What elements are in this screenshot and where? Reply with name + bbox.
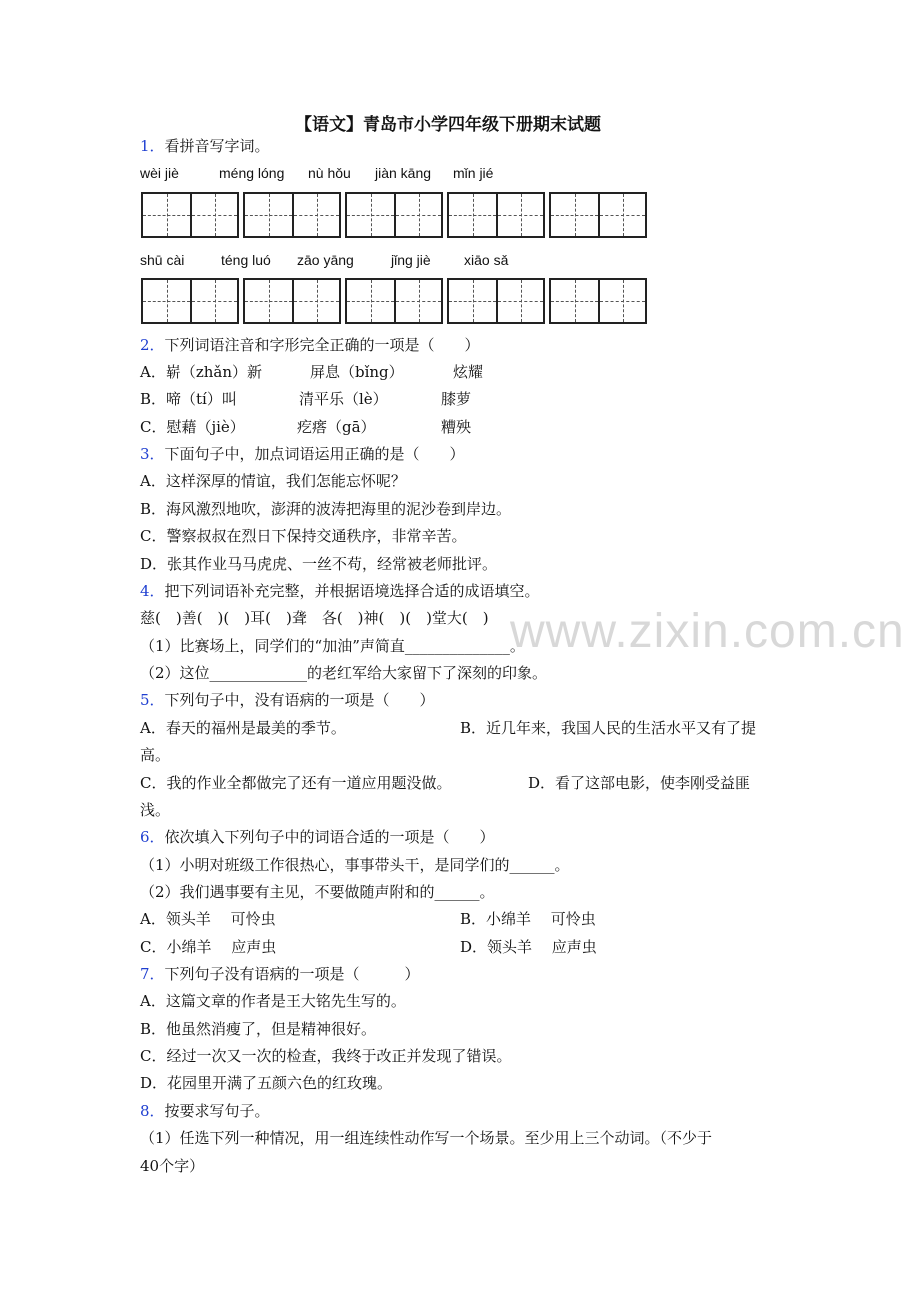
pinyin-label: mǐn jié — [453, 165, 494, 181]
option-d: D．花园里开满了五颜六色的红玫瑰。 — [140, 1074, 393, 1092]
character-box[interactable] — [549, 278, 647, 324]
question-number: 7． — [140, 965, 165, 983]
sentence-2: （2）我们遇事要有主见，不要做随声附和的______。 — [140, 883, 495, 901]
sentence-2: （2）这位_____________的老红军给大家留下了深刻的印象。 — [140, 664, 548, 682]
idiom-blanks: 慈( )善( )( )耳( )聋 各( )神( )( )堂大( ) — [140, 609, 489, 627]
option-d-cont: 浅。 — [140, 801, 171, 819]
pinyin-label: nù hǒu — [308, 165, 351, 181]
question-7 — [140, 964, 420, 984]
question-text: 把下列词语补充完整，并根据语境选择合适的成语填空。 — [164, 582, 540, 600]
option-d: D．领头羊 应声虫 — [460, 938, 597, 956]
option-a-word: 屏息（bǐng） — [310, 363, 404, 381]
question-4 — [140, 581, 540, 601]
character-box[interactable] — [345, 192, 443, 238]
character-box[interactable] — [447, 192, 545, 238]
option-c: C．小绵羊 应声虫 — [140, 938, 277, 956]
option-c: C．经过一次又一次的检查，我终于改正并发现了错误。 — [140, 1047, 512, 1065]
character-box[interactable] — [549, 192, 647, 238]
option-a-word: 炫耀 — [453, 363, 484, 381]
question-number: 4． — [140, 582, 165, 600]
question-text: 看拼音写字词。 — [164, 137, 270, 155]
pinyin-label: shū cài — [140, 252, 185, 268]
pinyin-label: zāo yāng — [297, 252, 354, 268]
question-1 — [140, 136, 270, 156]
option-b-word: 清平乐（lè） — [299, 390, 388, 408]
pinyin-label: xiāo sǎ — [464, 252, 509, 268]
option-d: D．张其作业马马虎虎、一丝不苟，经常被老师批评。 — [140, 555, 498, 573]
character-box[interactable] — [243, 192, 341, 238]
sentence-1: （1）比赛场上，同学们的“加油”声简直______________。 — [140, 637, 525, 655]
option-b: B．近几年来，我国人民的生活水平又有了提 — [460, 719, 757, 737]
pinyin-label: méng lóng — [219, 165, 285, 181]
character-box[interactable] — [141, 278, 239, 324]
pinyin-label: téng luó — [221, 252, 271, 268]
pinyin-label: jǐng jiè — [391, 252, 431, 268]
option-c-word: 糟殃 — [441, 418, 472, 436]
question-2 — [140, 335, 480, 355]
character-box[interactable] — [345, 278, 443, 324]
page-title: 【语文】青岛市小学四年级下册期末试题 — [295, 115, 601, 135]
sentence-1-cont: 40个字） — [140, 1157, 205, 1175]
option-a: A．崭（zhǎn）新 — [140, 363, 263, 381]
option-d: D．看了这部电影，使李刚受益匪 — [528, 774, 751, 792]
question-text: 下列句子中，没有语病的一项是（ ） — [164, 691, 435, 709]
question-number: 6． — [140, 828, 165, 846]
option-c-word: 疙瘩（gā） — [297, 418, 376, 436]
option-b-word: 膝萝 — [441, 390, 472, 408]
question-number: 3． — [140, 445, 165, 463]
option-a: A．这样深厚的情谊，我们怎能忘怀呢？ — [140, 472, 406, 490]
option-a: A．春天的福州是最美的季节。 — [140, 719, 346, 737]
option-b: B．啼（tí）叫 — [140, 390, 237, 408]
question-number: 2． — [140, 336, 165, 354]
option-b: B．他虽然消瘦了，但是精神很好。 — [140, 1020, 377, 1038]
question-text: 下列词语注音和字形完全正确的一项是（ ） — [164, 336, 480, 354]
question-number: 1． — [140, 137, 165, 155]
question-text: 按要求写句子。 — [164, 1102, 270, 1120]
pinyin-label: jiàn kāng — [375, 165, 432, 181]
option-c: C．慰藉（jiè） — [140, 418, 245, 436]
question-3 — [140, 444, 465, 464]
question-5 — [140, 690, 435, 710]
question-text: 依次填入下列句子中的词语合适的一项是（ ） — [164, 828, 495, 846]
question-8 — [140, 1101, 270, 1121]
option-b: B．海风激烈地吹，澎湃的波涛把海里的泥沙卷到岸边。 — [140, 500, 512, 518]
question-number: 5． — [140, 691, 165, 709]
option-c: C．警察叔叔在烈日下保持交通秩序，非常辛苦。 — [140, 527, 467, 545]
option-a: A．领头羊 可怜虫 — [140, 910, 276, 928]
option-b-cont: 高。 — [140, 746, 171, 764]
question-text: 下面句子中，加点词语运用正确的是（ ） — [164, 445, 465, 463]
option-a: A．这篇文章的作者是王大铭先生写的。 — [140, 992, 406, 1010]
question-6 — [140, 827, 495, 847]
option-c: C．我的作业全都做完了还有一道应用题没做。 — [140, 774, 452, 792]
question-text: 下列句子没有语病的一项是（ ） — [164, 965, 420, 983]
character-box[interactable] — [447, 278, 545, 324]
character-box[interactable] — [243, 278, 341, 324]
option-b: B．小绵羊 可怜虫 — [460, 910, 596, 928]
watermark: www.zixin.com.cn — [510, 605, 905, 658]
character-box[interactable] — [141, 192, 239, 238]
question-number: 8． — [140, 1102, 165, 1120]
sentence-1: （1）小明对班级工作很热心，事事带头干，是同学们的______。 — [140, 856, 570, 874]
sentence-1: （1）任选下列一种情况，用一组连续性动作写一个场景。至少用上三个动词。（不少于 — [140, 1129, 713, 1147]
pinyin-label: wèi jiè — [140, 165, 179, 181]
